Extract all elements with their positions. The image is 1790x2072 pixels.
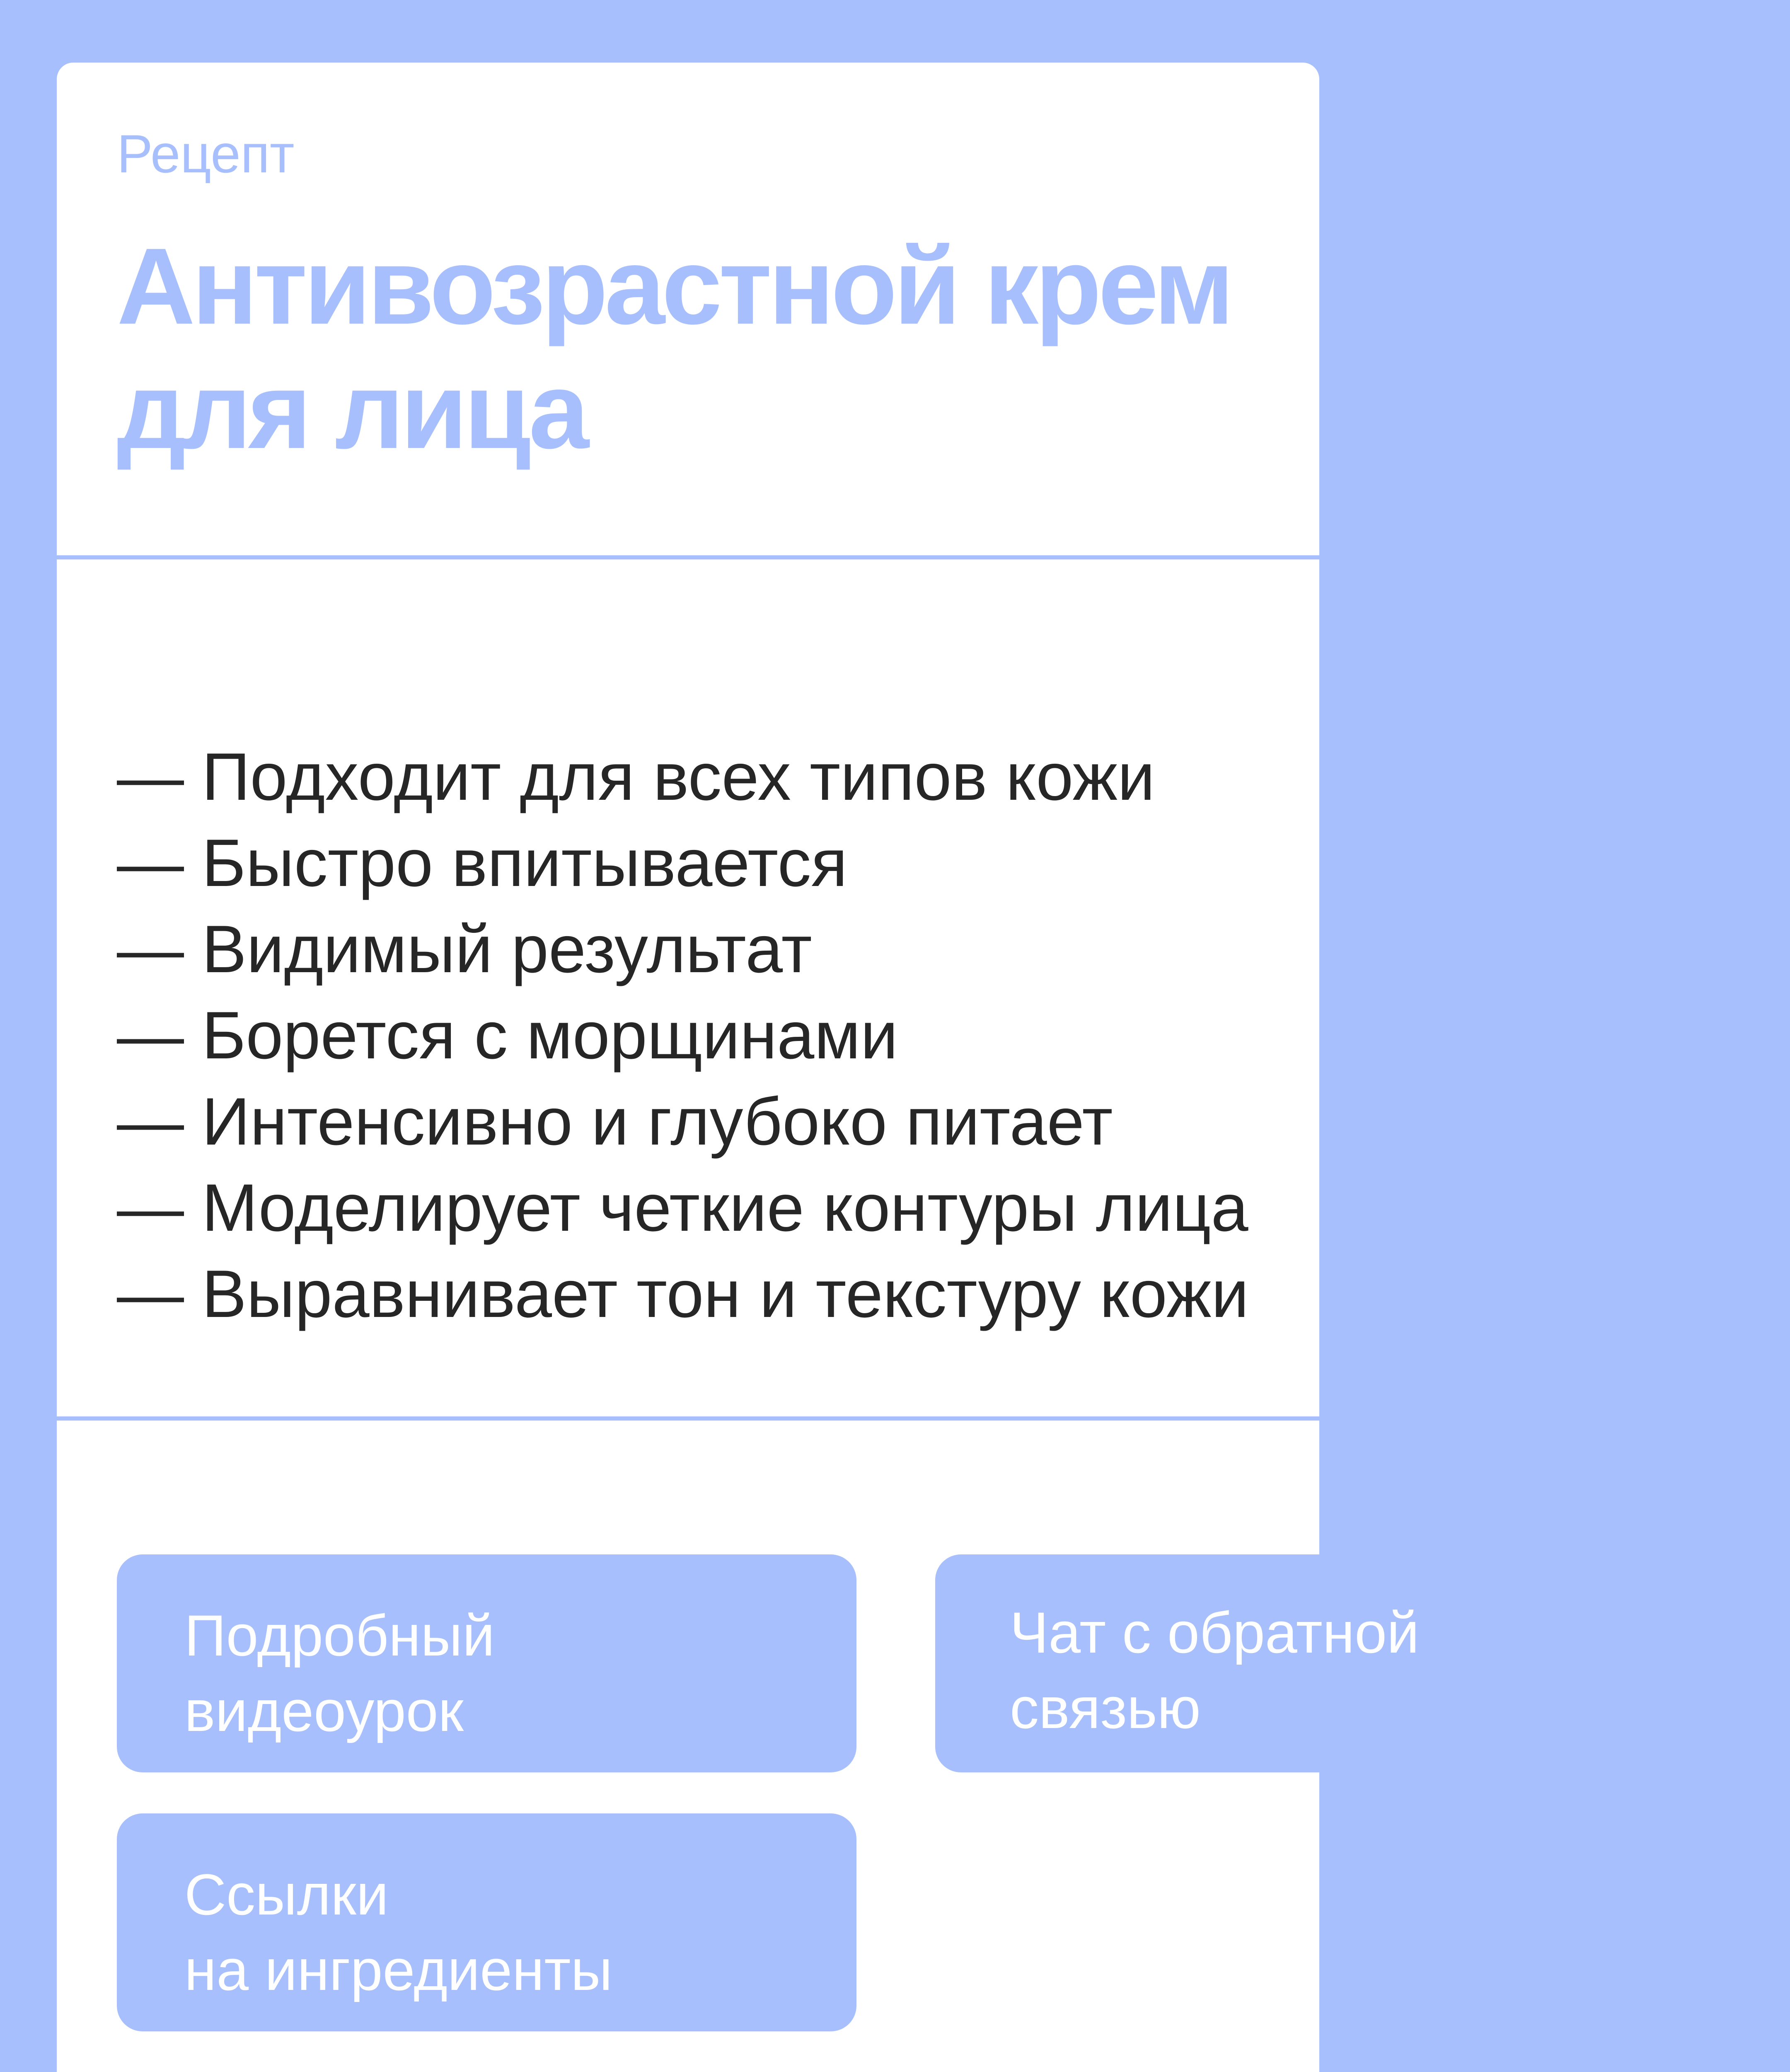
dash-icon: —: [117, 998, 184, 1073]
dash-icon: —: [117, 912, 184, 987]
middle-divider: [57, 1416, 1319, 1421]
dash-icon: —: [117, 1084, 184, 1159]
ingredient-links-label: Ссылки на ингредиенты: [184, 1862, 613, 2002]
video-lesson-label: Подробный видеоурок: [184, 1603, 495, 1743]
feature-item: [117, 1165, 1249, 1251]
dash-icon: —: [117, 739, 184, 814]
feature-text: Быстро впитывается: [202, 825, 848, 900]
feature-text: Видимый результат: [202, 912, 812, 987]
feature-item: [117, 992, 1249, 1079]
feature-item: [117, 734, 1249, 820]
feature-item: [117, 906, 1249, 992]
feature-text: Моделирует четкие контуры лица: [202, 1170, 1248, 1245]
top-divider: [57, 555, 1319, 559]
recipe-card: [57, 63, 1420, 2072]
ingredient-links-tile[interactable]: [117, 1813, 856, 2031]
feature-text: Выравнивает тон и текстуру кожи: [202, 1256, 1249, 1331]
feature-item: [117, 820, 1249, 906]
recipe-title: Антивозрастной крем для лица: [117, 225, 1231, 471]
dash-icon: —: [117, 825, 184, 900]
feedback-chat-tile[interactable]: [935, 1554, 1675, 1772]
feedback-chat-label: Чат с обратной связью: [1010, 1600, 1420, 1740]
features-list: [117, 734, 1249, 1337]
feature-text: Интенсивно и глубоко питает: [202, 1084, 1113, 1159]
dash-icon: —: [117, 1256, 184, 1331]
dash-icon: —: [117, 1170, 184, 1245]
recipe-eyebrow: Рецепт: [117, 123, 295, 184]
feature-text: Подходит для всех типов кожи: [202, 739, 1155, 814]
video-lesson-tile[interactable]: [117, 1554, 856, 1772]
feature-item: [117, 1079, 1249, 1165]
feature-text: Борется с морщинами: [202, 998, 898, 1073]
feature-item: [117, 1251, 1249, 1337]
